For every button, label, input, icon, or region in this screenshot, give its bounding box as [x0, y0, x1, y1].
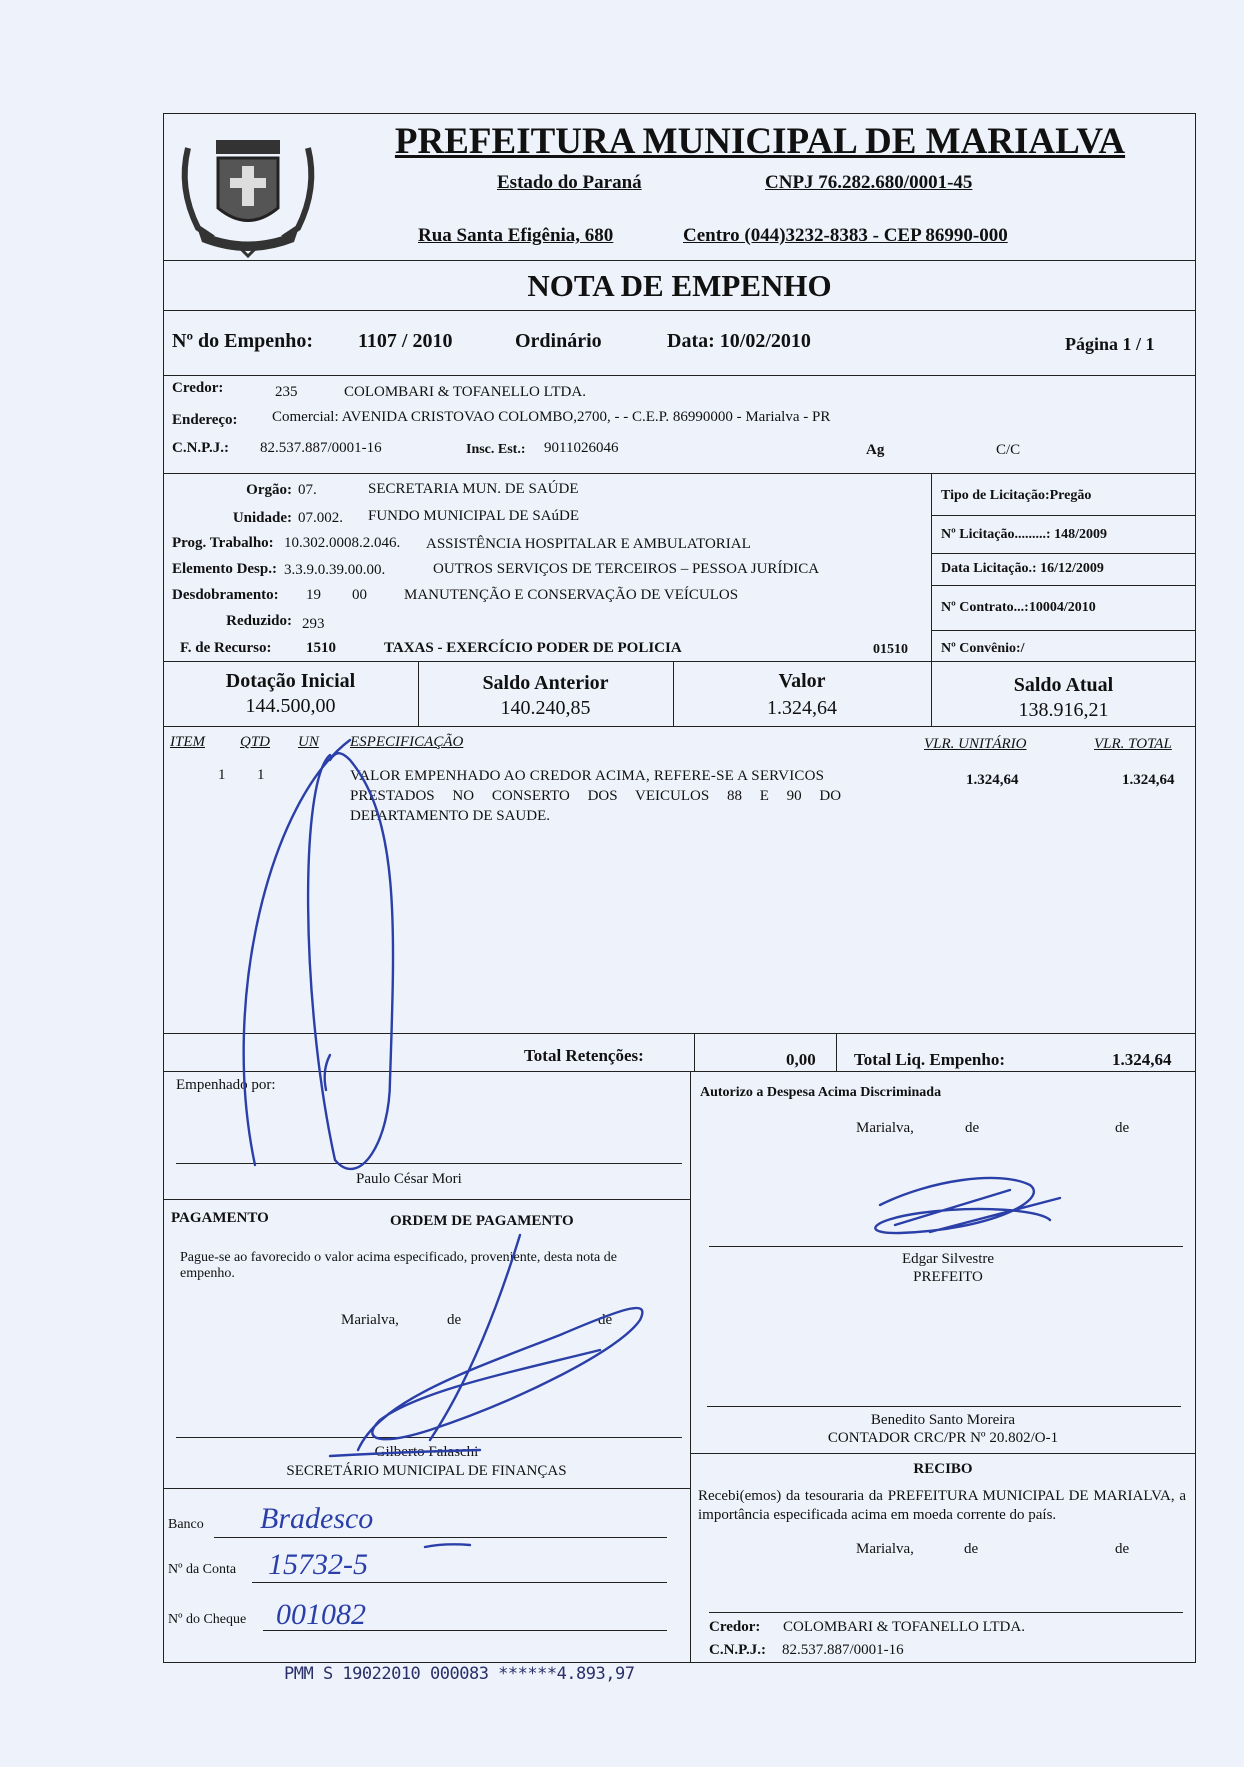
endereco-label: Endereço: [172, 412, 238, 428]
pagamento-text: Pague-se ao favorecido o valor acima especificado, proveniente, desta nota de empenho. [180, 1250, 617, 1281]
header-district: Centro (044)3232-8383 - CEP 86990-000 [683, 225, 1008, 246]
credor-cnpj: 82.537.887/0001-16 [260, 440, 382, 456]
fonte-name: TAXAS - EXERCÍCIO PODER DE POLICIA [384, 640, 682, 656]
empenhado-signature-hook [325, 1055, 330, 1090]
recibo-credor: COLOMBARI & TOFANELLO LTDA. [783, 1619, 1025, 1635]
pagamento-place: Marialva, [341, 1312, 399, 1328]
ag-label: Ag [866, 442, 885, 458]
dotacao-value: 144.500,00 [245, 695, 336, 717]
item-spec-2: PRESTADOS NO CONSERTO DOS VEICULOS 88 E 90 DO [350, 788, 842, 804]
recibo-cnpj: 82.537.887/0001-16 [782, 1642, 904, 1658]
header-cnpj: CNPJ 76.282.680/0001-45 [765, 172, 973, 193]
elemento-name: OUTROS SERVIÇOS DE TERCEIROS – PESSOA JURÍDICA [433, 561, 820, 577]
pagamento-label: PAGAMENTO [171, 1210, 269, 1226]
licitacao-tipo: Tipo de Licitação:Pregão [941, 488, 1092, 503]
unidade-code: 07.002. [298, 510, 343, 526]
conta-stroke [425, 1544, 470, 1547]
conta-value: 15732-5 [268, 1548, 368, 1581]
prog-code: 10.302.0008.2.046. [284, 535, 401, 551]
elemento-label: Elemento Desp.: [172, 561, 277, 577]
page-number: Página 1 / 1 [1065, 334, 1155, 354]
elemento-code: 3.3.9.0.39.00.00. [284, 562, 386, 578]
cc-label: C/C [996, 442, 1021, 458]
insc-label: Insc. Est.: [466, 442, 526, 457]
autorizo-place: Marialva, [856, 1120, 914, 1136]
autorizo-title: Autorizo a Despesa Acima Discriminada [700, 1085, 942, 1100]
banco-label: Banco [168, 1517, 204, 1532]
prefeito-signature [875, 1178, 1060, 1233]
item-number: 1 [218, 767, 226, 783]
retencoes-value: 0,00 [786, 1050, 816, 1069]
col-item: ITEM [170, 734, 205, 750]
orgao-label: Orgão: [246, 482, 292, 498]
liq-value: 1.324,64 [1112, 1050, 1172, 1069]
item-total-value: 1.324,64 [1122, 772, 1175, 788]
licitacao-numero: Nº Licitação.........: 148/2009 [941, 527, 1107, 542]
contador-role: CONTADOR CRC/PR Nº 20.802/O-1 [827, 1430, 1059, 1446]
col-spec: ESPECIFICAÇÃO [350, 734, 464, 750]
cheque-label: Nº do Cheque [168, 1612, 247, 1627]
pagamento-title: ORDEM DE PAGAMENTO [390, 1213, 574, 1229]
recibo-title: RECIBO [913, 1461, 973, 1477]
item-spec-1: VALOR EMPENHADO AO CREDOR ACIMA, REFERE-SE A SERVICOS [350, 768, 825, 784]
recibo-place: Marialva, [856, 1541, 914, 1557]
col-un: UN [298, 734, 319, 750]
credor-address: Comercial: AVENIDA CRISTOVAO COLOMBO,2700, - - C.E.P. 86990000 - Marialva - PR [272, 409, 831, 425]
saldo-atual-value: 138.916,21 [1018, 699, 1109, 721]
recibo-de-2: de [1115, 1541, 1130, 1557]
pagamento-de-1: de [447, 1312, 462, 1328]
credor-label: Credor: [172, 380, 224, 396]
recibo-cnpj-label: C.N.P.J.: [709, 1642, 766, 1658]
prog-label: Prog. Trabalho: [172, 535, 274, 551]
document-title: NOTA DE EMPENHO [527, 268, 832, 303]
fonte-code: 1510 [306, 640, 336, 656]
reduzido-value: 293 [302, 616, 325, 632]
saldo-atual-label: Saldo Atual [1013, 674, 1114, 696]
contador-signer: Benedito Santo Moreira [870, 1412, 1016, 1428]
desdobramento-code: 19 [306, 587, 321, 603]
licitacao-convenio: Nº Convênio:/ [941, 641, 1025, 656]
pagamento-role: SECRETÁRIO MUNICIPAL DE FINANÇAS [286, 1463, 567, 1479]
desdobramento-label: Desdobramento: [172, 587, 279, 603]
item-qtd: 1 [257, 767, 265, 783]
empenho-label: Nº do Empenho: [172, 330, 314, 352]
unidade-label: Unidade: [232, 510, 292, 526]
secretario-signature [358, 1235, 642, 1450]
empenho-number: 1107 / 2010 [358, 330, 453, 352]
credor-insc: 9011026046 [544, 440, 619, 456]
header-title: PREFEITURA MUNICIPAL DE MARIALVA [394, 121, 1126, 162]
liq-label: Total Liq. Empenho: [854, 1050, 1005, 1069]
empenho-type: Ordinário [515, 330, 602, 352]
valor-value: 1.324,64 [767, 697, 837, 719]
recibo-de-1: de [964, 1541, 979, 1557]
header-state: Estado do Paraná [497, 172, 642, 193]
autorizo-de-1: de [965, 1120, 980, 1136]
header-address: Rua Santa Efigênia, 680 [418, 225, 614, 246]
desdobramento-name: MANUTENÇÃO E CONSERVAÇÃO DE VEÍCULOS [404, 587, 739, 603]
autorizo-signer: Edgar Silvestre [901, 1251, 995, 1267]
col-unit: VLR. UNITÁRIO [924, 736, 1027, 752]
saldo-anterior-label: Saldo Anterior [482, 672, 609, 694]
item-unit-value: 1.324,64 [966, 772, 1019, 788]
desdobramento-sub: 00 [352, 587, 367, 603]
saldo-anterior-value: 140.240,85 [500, 697, 591, 719]
recibo-credor-label: Credor: [709, 1619, 761, 1635]
col-total: VLR. TOTAL [1094, 736, 1172, 752]
empenhado-label: Empenhado por: [176, 1077, 276, 1093]
valor-label: Valor [778, 670, 826, 692]
credor-code: 235 [275, 384, 298, 400]
fonte-label: F. de Recurso: [180, 640, 272, 656]
item-spec-3: DEPARTAMENTO DE SAUDE. [350, 808, 550, 824]
autorizo-role: PREFEITO [913, 1269, 983, 1285]
retencoes-label: Total Retenções: [524, 1046, 644, 1065]
empenhado-name: Paulo César Mori [356, 1171, 462, 1187]
pagamento-de-2: de [598, 1312, 613, 1328]
col-qtd: QTD [240, 734, 271, 750]
orgao-code: 07. [298, 482, 317, 498]
autorizo-de-2: de [1115, 1120, 1130, 1136]
dotacao-label: Dotação Inicial [225, 670, 356, 692]
fonte-code-2: 01510 [873, 642, 908, 657]
pagamento-signer: Gilberto Falaschi [374, 1444, 479, 1460]
empenho-date: Data: 10/02/2010 [667, 330, 811, 352]
licitacao-data: Data Licitação.: 16/12/2009 [941, 561, 1104, 576]
cnpj-label: C.N.P.J.: [172, 440, 229, 456]
reduzido-label: Reduzido: [226, 613, 292, 629]
prog-name: ASSISTÊNCIA HOSPITALAR E AMBULATORIAL [426, 536, 751, 552]
unidade-name: FUNDO MUNICIPAL DE SAúDE [368, 508, 579, 524]
licitacao-contrato: Nº Contrato...:10004/2010 [941, 600, 1096, 615]
secretario-underline [330, 1450, 480, 1456]
credor-name: COLOMBARI & TOFANELLO LTDA. [344, 384, 586, 400]
banco-value: Bradesco [260, 1502, 374, 1535]
cheque-value: 001082 [276, 1598, 366, 1631]
conta-label: Nº da Conta [168, 1562, 237, 1577]
orgao-name: SECRETARIA MUN. DE SAÚDE [368, 481, 579, 497]
empenhado-signature-loop [244, 740, 393, 1169]
recibo-text: Recebi(emos) da tesouraria da PREFEITURA MUNICIPAL DE MARIALVA, a importância especificada acima em moeda corrente do país. [698, 1488, 1186, 1523]
payment-stamp: PMM S 19022010 000083 ******4.893,97 [284, 1664, 635, 1684]
